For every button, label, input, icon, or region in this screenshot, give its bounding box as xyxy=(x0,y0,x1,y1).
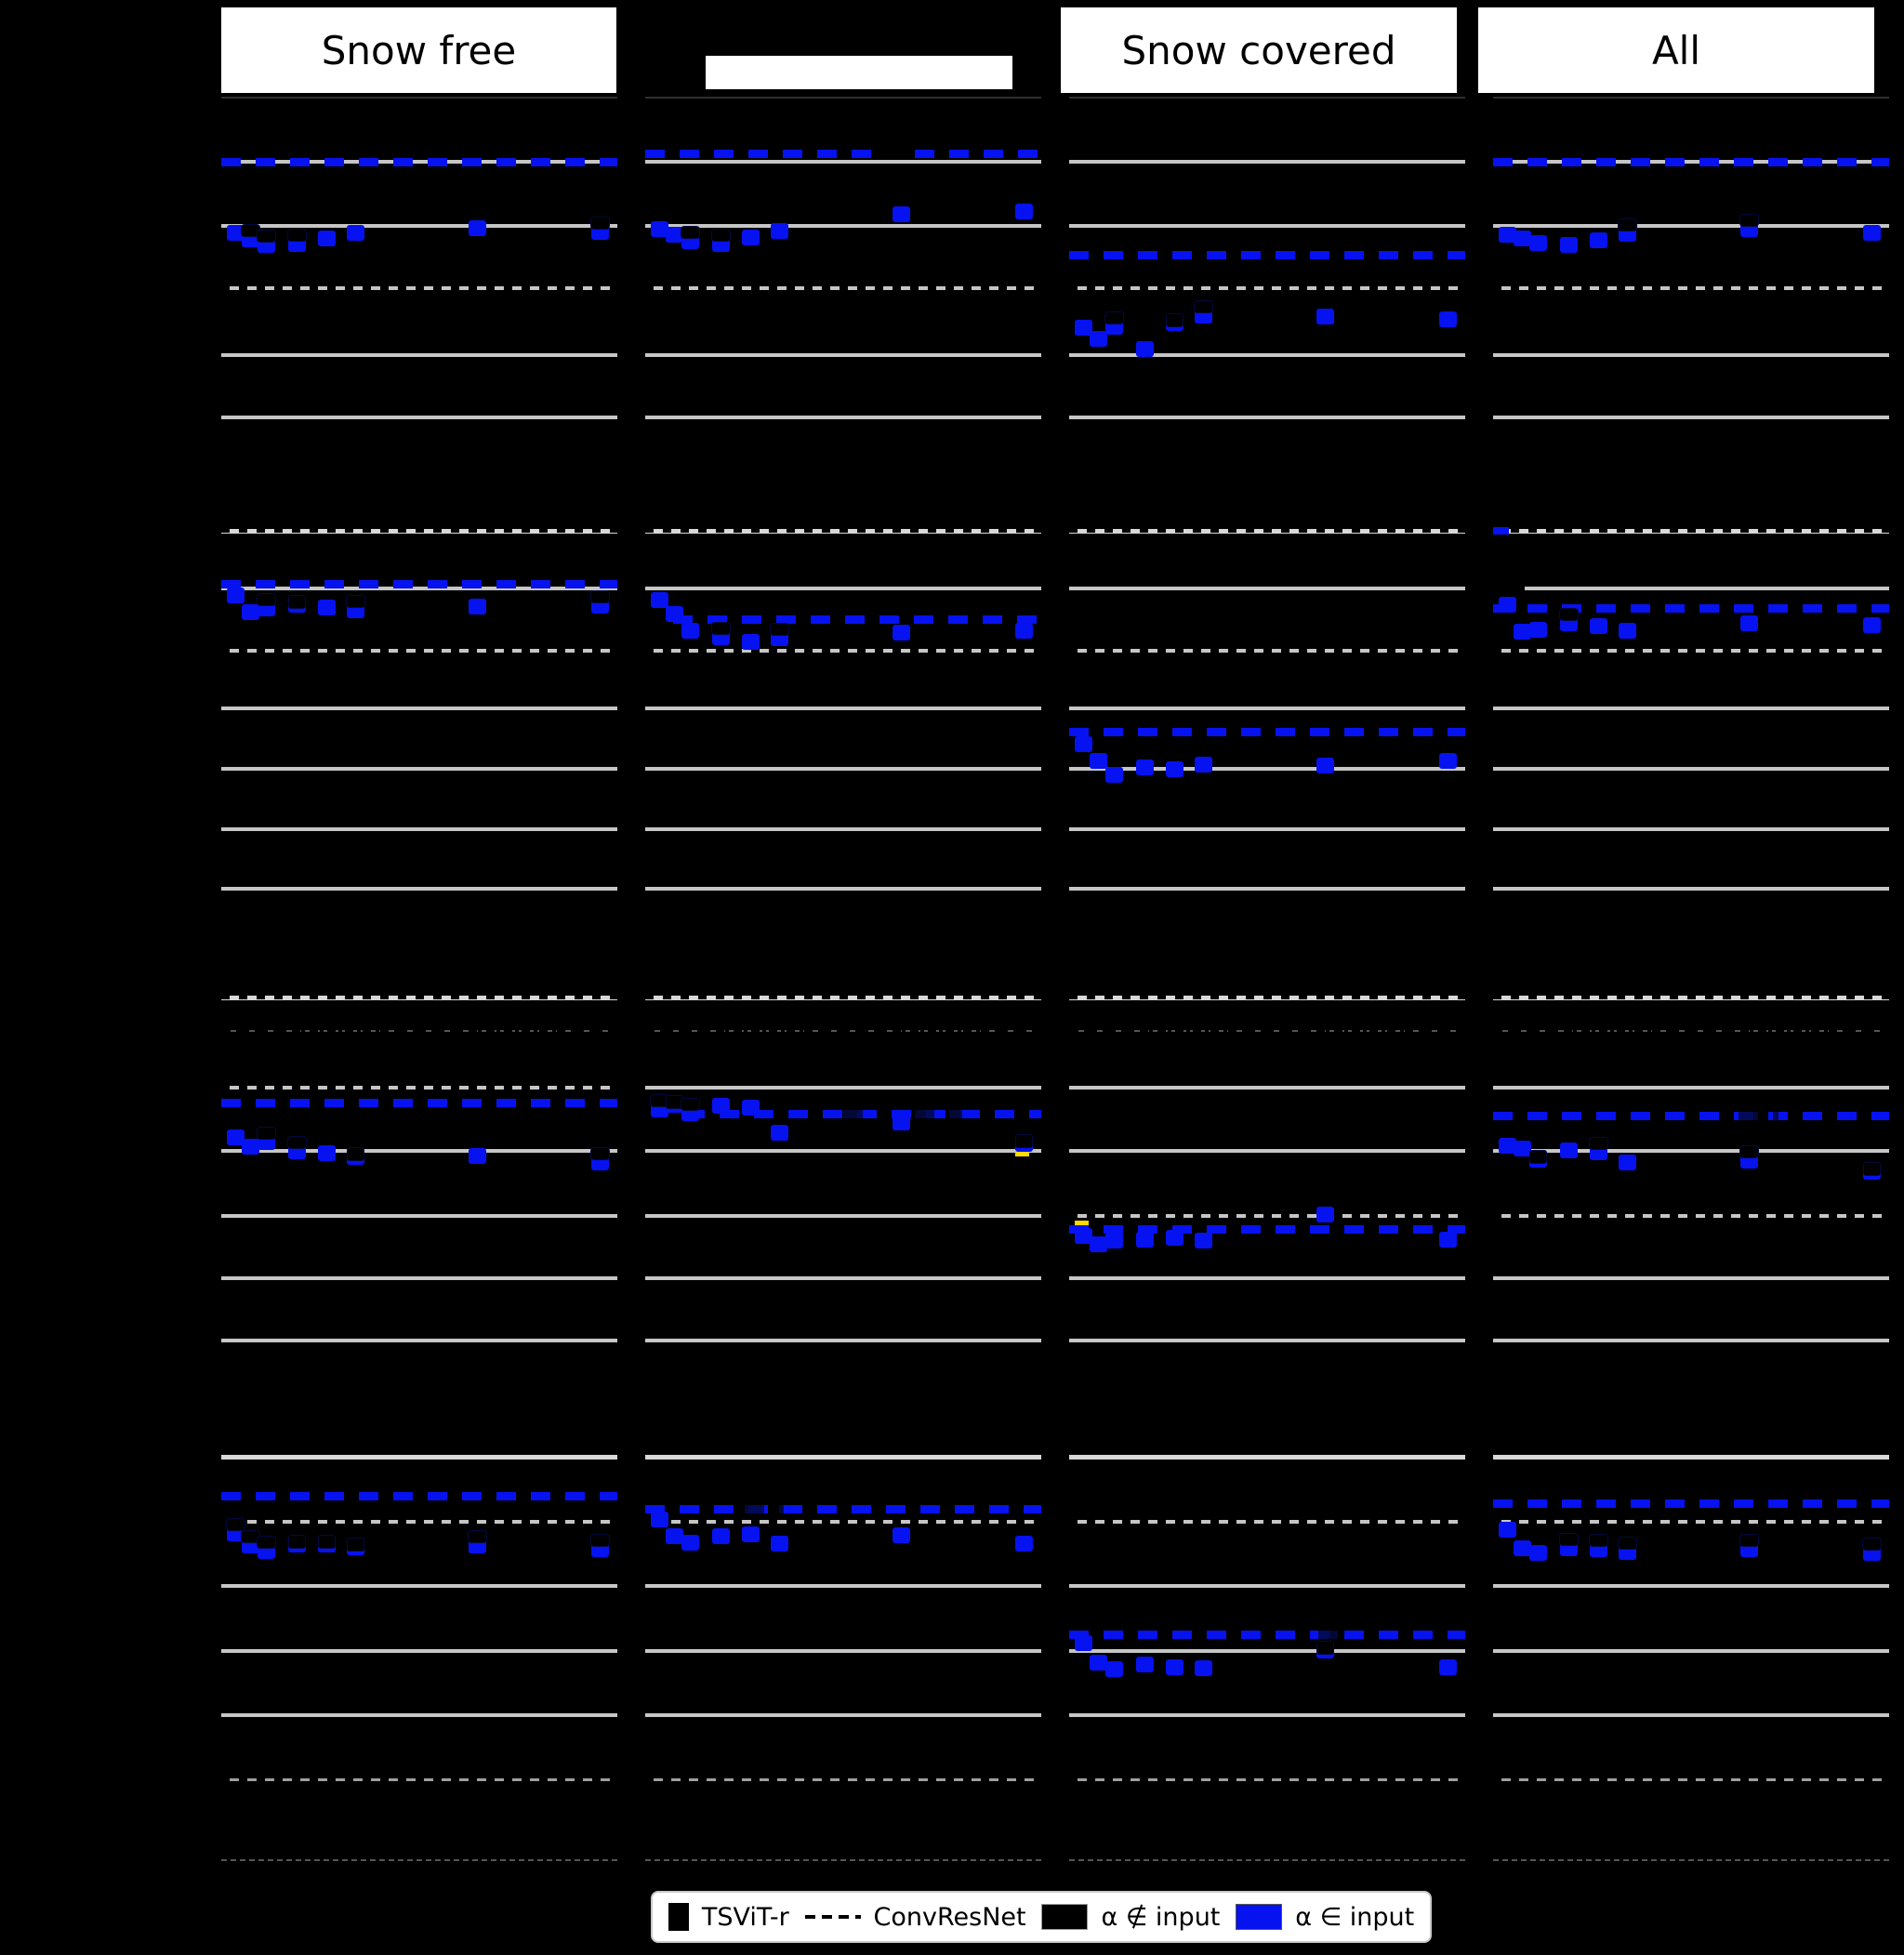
gridline xyxy=(645,1584,1041,1588)
gridline xyxy=(1069,1276,1465,1280)
gridline xyxy=(1493,1086,1889,1090)
r4c1-tsvit-black-marker xyxy=(319,1536,335,1548)
legend-item-convresnet xyxy=(805,1903,1026,1932)
column-header-all xyxy=(1478,7,1874,93)
r1c2-tsvit-blue-marker xyxy=(892,206,910,222)
r2c1-tsvit-blue-marker xyxy=(469,599,486,614)
r1c4-tsvit-blue-marker xyxy=(1560,237,1578,253)
r3c2-blue-dash-dark-overlap xyxy=(915,1110,962,1118)
gridline xyxy=(221,827,617,831)
r4c1-blue-dashed-series xyxy=(221,1492,617,1500)
black-dashed-series xyxy=(1069,1520,1465,1524)
column-header-label: All xyxy=(1651,27,1701,73)
r1c2-tsvit-blue-marker xyxy=(1015,204,1033,219)
r2c1-tsvit-blue-marker xyxy=(227,588,245,603)
r4c2-tsvit-blue-marker xyxy=(712,1528,730,1544)
gridline xyxy=(1069,707,1465,710)
black-dashed-series xyxy=(645,1520,1041,1524)
legend xyxy=(651,1891,1432,1943)
r1c2-tsvit-black-marker xyxy=(681,227,699,238)
r1c1-tsvit-blue-marker xyxy=(318,231,336,246)
gridline xyxy=(221,887,617,891)
gridline-strong xyxy=(1493,1455,1889,1460)
legend-label: α ∈ input xyxy=(1295,1902,1415,1932)
gridline xyxy=(221,416,617,419)
column-header-label: Snow free xyxy=(321,27,517,73)
r4c1-tsvit-black-marker xyxy=(348,1539,364,1551)
r1c1-blue-dashed-series xyxy=(221,158,617,166)
r2c1-tsvit-black-marker xyxy=(347,596,364,607)
r3c2-tsvit-blue-marker xyxy=(742,1100,760,1116)
gridline xyxy=(645,1086,1041,1090)
r4c3-tsvit-blue-marker xyxy=(1136,1657,1154,1672)
gridline xyxy=(1069,1649,1465,1653)
boundary-dashed-line xyxy=(221,1859,617,1861)
gridline xyxy=(221,1713,617,1717)
gridline xyxy=(221,1649,617,1653)
black-square-marker-icon xyxy=(668,1903,689,1931)
gridline xyxy=(1493,224,1889,228)
gridline xyxy=(1493,1149,1889,1153)
gridline xyxy=(1069,767,1465,771)
r2c3-blue-dashed-series xyxy=(1069,728,1465,736)
r4c2-tsvit-blue-marker xyxy=(892,1527,910,1543)
r4c4-tsvit-black-marker xyxy=(1590,1535,1607,1546)
legend-label: ConvResNet xyxy=(873,1902,1026,1932)
r3c1-tsvit-black-marker xyxy=(258,1128,275,1139)
r2c1-tsvit-black-marker xyxy=(258,594,275,605)
r3c4-tsvit-blue-marker xyxy=(1560,1143,1578,1158)
gridline xyxy=(1069,587,1465,590)
r4c4-tsvit-blue-marker xyxy=(1499,1522,1516,1538)
gridline xyxy=(1069,1339,1465,1342)
r1c1-tsvit-black-marker xyxy=(591,218,609,229)
black-dashed-series xyxy=(645,649,1041,653)
black-dashed-series xyxy=(1493,1520,1889,1524)
r2c3-tsvit-blue-marker xyxy=(1316,758,1334,773)
r4c1-tsvit-black-marker xyxy=(591,1535,609,1546)
r4c2-blue-dashed-series xyxy=(645,1505,1041,1513)
r4c2-tsvit-blue-marker xyxy=(742,1526,760,1542)
r3c3-tsvit-blue-marker xyxy=(1439,1232,1457,1248)
r1c4-tsvit-black-marker xyxy=(1740,215,1758,226)
r1c2-blue-dashed-series xyxy=(645,150,883,158)
r4c2-tsvit-blue-marker xyxy=(681,1535,699,1551)
black-dashed-series xyxy=(645,529,1041,533)
r3c4-tsvit-black-marker xyxy=(1864,1163,1880,1175)
black-dashed-series xyxy=(1069,286,1465,290)
gridline xyxy=(221,767,617,771)
r4c4-tsvit-black-marker xyxy=(1560,1534,1578,1545)
r3c3-tsvit-blue-marker xyxy=(1105,1233,1123,1248)
r4c4-blue-dashed-series xyxy=(1493,1499,1889,1508)
r1c4-tsvit-blue-marker xyxy=(1863,225,1881,241)
gridline xyxy=(1069,1713,1465,1717)
r1c2-tsvit-black-marker xyxy=(712,230,730,241)
r2c3-tsvit-blue-marker xyxy=(1090,753,1107,769)
r1c3-tsvit-blue-marker xyxy=(1316,309,1334,324)
gridline xyxy=(645,1276,1041,1280)
gridline xyxy=(645,887,1041,891)
gridline xyxy=(1069,1584,1465,1588)
r1c3-tsvit-blue-marker xyxy=(1136,341,1154,357)
r1c1-tsvit-black-marker xyxy=(288,230,306,241)
column-header-blank xyxy=(706,56,1012,89)
r3c4-tsvit-black-marker xyxy=(1740,1146,1758,1157)
panel-top-spine xyxy=(645,97,1041,99)
r2c4-tsvit-blue-marker xyxy=(1619,623,1636,639)
r4c1-tsvit-black-marker xyxy=(289,1536,305,1548)
black-dashed-series xyxy=(1493,529,1889,533)
r1c1-tsvit-black-marker xyxy=(258,231,275,242)
gridline xyxy=(645,767,1041,771)
gridline xyxy=(645,353,1041,357)
gridline-strong xyxy=(221,1455,617,1460)
r1c4-blue-dash-bit xyxy=(1493,527,1509,535)
gridline xyxy=(1493,1713,1889,1717)
gridline xyxy=(221,1339,617,1342)
r2c1-blue-dashed-series xyxy=(221,580,617,588)
black-dashed-line-icon xyxy=(805,1915,861,1919)
r4c1-tsvit-black-marker xyxy=(469,1531,486,1542)
r3c4-blue-dash-dark-overlap xyxy=(1739,1112,1778,1120)
r2c3-tsvit-blue-marker xyxy=(1439,753,1457,769)
gridline xyxy=(1493,1339,1889,1342)
gridline xyxy=(645,1339,1041,1342)
r1c2-tsvit-blue-marker xyxy=(771,223,788,239)
r3c3-black-dashed-series xyxy=(1069,1214,1465,1218)
black-dashed-series xyxy=(1493,649,1889,653)
boundary-dashed-line xyxy=(1069,1859,1465,1861)
r4c4-tsvit-black-marker xyxy=(1863,1539,1881,1550)
gridline xyxy=(1069,827,1465,831)
r2c3-tsvit-blue-marker xyxy=(1105,767,1123,783)
r1c4-tsvit-black-marker xyxy=(1619,219,1636,231)
r3c3-tsvit-blue-marker xyxy=(1136,1232,1154,1248)
black-dashed-series xyxy=(1069,996,1465,999)
r3c1-tsvit-black-marker xyxy=(591,1148,609,1159)
gridline xyxy=(1069,416,1465,419)
legend-label: TSViT-r xyxy=(701,1902,789,1932)
r4c3-blue-dash-dark-overlap xyxy=(1318,1631,1338,1639)
black-dashed-series xyxy=(1493,996,1889,999)
r2c1-tsvit-blue-marker xyxy=(318,600,336,615)
gridline xyxy=(1493,1584,1889,1588)
gridline xyxy=(1069,224,1465,228)
gridline xyxy=(1069,1086,1465,1090)
r1c3-tsvit-black-marker xyxy=(1167,314,1183,326)
r1c2-blue-dashed-series xyxy=(915,150,1041,158)
r2c2-tsvit-blue-marker xyxy=(892,625,910,641)
r2c4-tsvit-blue-marker xyxy=(1740,615,1758,631)
black-dashed-series xyxy=(1069,1777,1465,1781)
r3c4-tsvit-blue-marker xyxy=(1619,1155,1636,1170)
boundary-dashed-line xyxy=(1493,1859,1889,1861)
r2c4-tsvit-black-marker xyxy=(1560,609,1578,620)
blue-patch-icon xyxy=(1236,1904,1282,1930)
r1c3-tsvit-blue-marker xyxy=(1439,311,1457,327)
r4c4-tsvit-black-marker xyxy=(1740,1535,1758,1546)
legend-item-alpha-not-in-input xyxy=(1041,1903,1220,1932)
r4c1-tsvit-black-marker xyxy=(258,1537,275,1548)
r3c1-tsvit-black-marker xyxy=(288,1137,306,1148)
gridline xyxy=(1493,887,1889,891)
r2c2-tsvit-blue-marker xyxy=(1015,623,1033,639)
black-dashed-series xyxy=(1069,649,1465,653)
black-dashed-series xyxy=(1493,1028,1889,1032)
gridline xyxy=(645,1149,1041,1153)
gridline xyxy=(221,1584,617,1588)
gridline-strong xyxy=(1069,1455,1465,1460)
r4c2-tsvit-blue-marker xyxy=(651,1512,668,1527)
r3c2-tsvit-black-marker xyxy=(667,1096,682,1108)
r3c3-blue-dashed-series xyxy=(1069,1225,1465,1234)
gridline xyxy=(645,587,1041,590)
gridline xyxy=(645,224,1041,228)
r1c4-blue-dashed-series xyxy=(1493,158,1889,166)
r2c4-tsvit-blue-marker xyxy=(1863,617,1881,633)
r3c3-tsvit-blue-marker xyxy=(1166,1230,1183,1246)
r4c1-tsvit-black-marker xyxy=(227,1519,245,1530)
r3c2-yellow-marker-bit xyxy=(1015,1152,1029,1156)
r3c1-tsvit-blue-marker xyxy=(469,1148,486,1164)
gridline xyxy=(1069,353,1465,357)
black-dashed-series xyxy=(221,996,617,999)
r3c2-tsvit-blue-marker xyxy=(771,1125,788,1141)
column-header-snow-covered xyxy=(1061,7,1457,93)
black-dashed-series xyxy=(221,1520,617,1524)
r1c1-tsvit-blue-marker xyxy=(347,225,364,241)
r3c4-tsvit-black-marker xyxy=(1530,1151,1546,1163)
legend-item-tsvit xyxy=(668,1903,789,1932)
r4c2-tsvit-blue-marker xyxy=(1015,1536,1033,1552)
r1c3-tsvit-black-marker xyxy=(1105,312,1123,324)
r3c1-tsvit-blue-marker xyxy=(318,1145,336,1161)
black-dashed-series xyxy=(221,286,617,290)
legend-label: α ∉ input xyxy=(1101,1902,1221,1932)
r4c3-tsvit-blue-marker xyxy=(1439,1659,1457,1675)
gridline xyxy=(1493,1649,1889,1653)
gridline xyxy=(221,353,617,357)
black-dashed-series xyxy=(221,649,617,653)
r1c3-blue-dashed-series xyxy=(1069,251,1465,259)
legend-item-alpha-in-input xyxy=(1236,1903,1414,1932)
r3c3-yellow-marker-bit xyxy=(1075,1221,1089,1225)
r1c4-tsvit-blue-marker xyxy=(1590,232,1607,248)
r4c4-tsvit-black-marker xyxy=(1619,1538,1636,1549)
r3c3-tsvit-blue-marker xyxy=(1316,1207,1334,1222)
r2c4-tsvit-blue-marker xyxy=(1499,597,1516,613)
r4c3-tsvit-blue-marker xyxy=(1195,1660,1212,1676)
r2c2-tsvit-blue-marker xyxy=(681,623,699,639)
gridline xyxy=(1493,353,1889,357)
black-patch-icon xyxy=(1041,1904,1088,1930)
gridline xyxy=(1493,767,1889,771)
black-dashed-series xyxy=(221,1028,617,1032)
gridline xyxy=(221,1214,617,1218)
r2c4-black-dash-bit xyxy=(1493,587,1525,591)
gridline xyxy=(221,224,617,228)
gridline xyxy=(645,416,1041,419)
r3c4-tsvit-black-marker xyxy=(1590,1138,1607,1149)
r2c4-tsvit-blue-marker xyxy=(1590,618,1607,634)
panel-top-spine xyxy=(1493,97,1889,99)
r2c3-tsvit-blue-marker xyxy=(1166,761,1183,777)
gridline xyxy=(645,1214,1041,1218)
r1c4-tsvit-blue-marker xyxy=(1529,235,1547,251)
r3c1-black-dashed-series xyxy=(221,1086,617,1090)
r3c1-tsvit-black-marker xyxy=(348,1148,364,1160)
column-header-snow-free xyxy=(221,7,616,93)
r4c3-tsvit-black-marker xyxy=(1317,1642,1333,1654)
gridline xyxy=(221,707,617,710)
gridline xyxy=(1069,160,1465,164)
boundary-dashed-line xyxy=(645,1859,1041,1861)
r4c2-tsvit-blue-marker xyxy=(771,1536,788,1552)
r3c4-blue-dashed-series xyxy=(1493,1112,1889,1120)
black-dashed-series xyxy=(1493,286,1889,290)
black-dashed-series xyxy=(645,1777,1041,1781)
black-dashed-series xyxy=(645,996,1041,999)
r2c1-tsvit-black-marker xyxy=(289,596,305,608)
gridline xyxy=(1493,827,1889,831)
r3c2-tsvit-blue-marker xyxy=(712,1098,730,1114)
gridline xyxy=(221,1276,617,1280)
gridline xyxy=(1493,587,1889,590)
gridline xyxy=(1493,416,1889,419)
r4c3-tsvit-blue-marker xyxy=(1105,1661,1123,1677)
r2c2-tsvit-blue-marker xyxy=(742,634,760,650)
r1c2-tsvit-blue-marker xyxy=(742,230,760,245)
black-dashed-series xyxy=(1069,529,1465,533)
r2c3-tsvit-blue-marker xyxy=(1136,760,1154,775)
r1c1-tsvit-blue-marker xyxy=(469,220,486,236)
r3c2-tsvit-black-marker xyxy=(681,1099,699,1110)
r2c2-tsvit-blue-marker xyxy=(666,606,683,622)
r2c2-tsvit-black-marker xyxy=(771,624,788,635)
panel-top-spine xyxy=(1069,97,1465,99)
black-dashed-series xyxy=(221,529,617,533)
black-dashed-series xyxy=(645,286,1041,290)
r2c3-tsvit-blue-marker xyxy=(1075,736,1092,752)
gridline xyxy=(1493,707,1889,710)
r2c2-tsvit-black-marker xyxy=(712,623,730,634)
r3c2-blue-dash-dark-overlap xyxy=(843,1110,871,1118)
r4c3-tsvit-blue-marker xyxy=(1075,1635,1092,1651)
gridline xyxy=(645,1649,1041,1653)
r4c4-tsvit-blue-marker xyxy=(1529,1545,1547,1561)
r3c3-tsvit-blue-marker xyxy=(1195,1233,1212,1248)
r4c2-blue-dash-dark-overlap xyxy=(745,1505,785,1513)
r4c3-blue-dashed-series xyxy=(1069,1631,1465,1639)
r4c3-tsvit-blue-marker xyxy=(1166,1659,1183,1675)
black-dashed-series xyxy=(1069,1028,1465,1032)
black-dashed-series xyxy=(221,1777,617,1781)
r3c2-tsvit-blue-marker xyxy=(892,1115,910,1130)
r3c4-black-dashed-series xyxy=(1493,1214,1889,1218)
r2c2-tsvit-blue-marker xyxy=(651,592,668,608)
r2c4-blue-dashed-series xyxy=(1493,604,1889,613)
panel-top-spine xyxy=(221,97,617,99)
gridline xyxy=(645,707,1041,710)
r1c3-tsvit-black-marker xyxy=(1195,301,1212,312)
gridline xyxy=(645,160,1041,164)
black-dashed-series xyxy=(1493,1777,1889,1781)
gridline-strong xyxy=(645,1455,1041,1460)
gridline xyxy=(645,1713,1041,1717)
gridline xyxy=(1493,1276,1889,1280)
r2c4-tsvit-blue-marker xyxy=(1529,622,1547,638)
gridline xyxy=(1069,887,1465,891)
gridline xyxy=(645,827,1041,831)
black-dashed-series xyxy=(645,1028,1041,1032)
r3c2-tsvit-black-marker xyxy=(1016,1135,1032,1147)
column-header-label: Snow covered xyxy=(1121,27,1396,73)
r3c1-blue-dashed-series xyxy=(221,1099,617,1107)
r2c1-tsvit-black-marker xyxy=(591,591,609,602)
r2c3-tsvit-blue-marker xyxy=(1195,757,1212,773)
gridline xyxy=(1069,1149,1465,1153)
gridline xyxy=(221,1149,617,1153)
